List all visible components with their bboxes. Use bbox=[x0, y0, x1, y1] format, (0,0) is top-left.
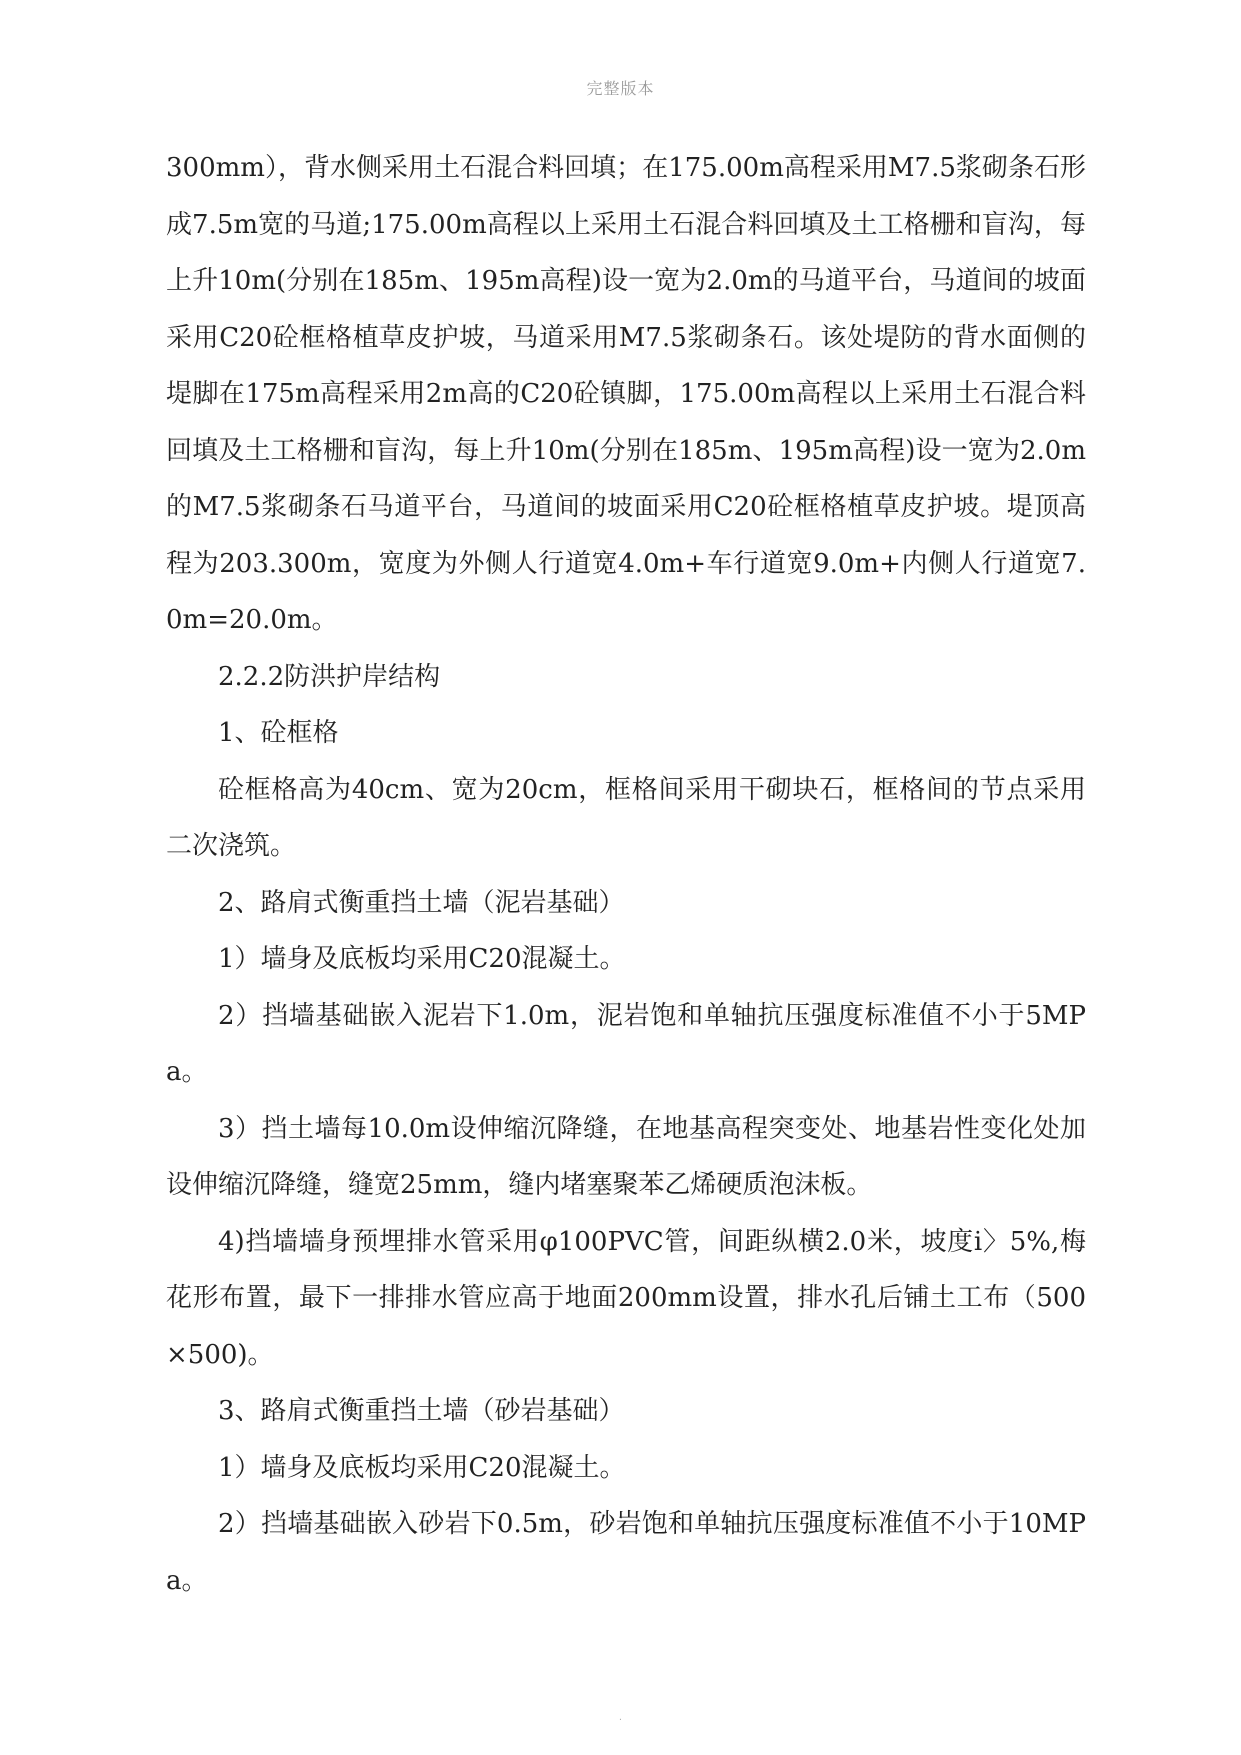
list-item: 2）挡墙基础嵌入砂岩下0.5m，砂岩饱和单轴抗压强度标准值不小于10MPa。 bbox=[166, 1509, 1086, 1596]
section-heading: 2.2.2防洪护岸结构 bbox=[218, 661, 441, 692]
list-item: 4)挡墙墙身预埋排水管采用φ100PVC管，间距纵横2.0米，坡度i〉5%,梅花形布置，最下一排排水管应高于地面200mm设置，排水孔后铺土工布（500×500)。 bbox=[166, 1226, 1086, 1370]
list-item: 3）挡土墙每10.0m设伸缩沉降缝，在地基高程突变处、地基岩性变化处加设伸缩沉降缝，缝宽25mm，缝内堵塞聚苯乙烯硬质泡沫板。 bbox=[166, 1113, 1086, 1200]
page-footer-mark: . bbox=[618, 1712, 623, 1723]
paragraph-continuation: 300mm），背水侧采用土石混合料回填；在175.00m高程采用M7.5浆砌条石形成7.5m宽的马道;175.00m高程以上采用土石混合料回填及土工格栅和盲沟，每上升10m(分别在185m、195m高程)设一宽为2.0m的马道平台，马道间的坡面采用C20砼框格植草皮护坡，马道采用M7.5浆砌条石。该处堤防的背水面侧的堤脚在175m高程采用2m高的C20砼镇脚，175.00m高程以上采用土石混合料回填及土工格栅和盲沟，每上升10m(分别在185m、195m高程)设一宽为2.0m的M7.5浆砌条石马道平台，马道间的坡面采用C20砼框格植草皮护坡。堤顶高程为203.300m，宽度为外侧人行道宽4.0m+车行道宽9.0m+内侧人行道宽7.0m=20.0m。 bbox=[166, 153, 1086, 635]
subsection-heading: 3、路肩式衡重挡土墙（砂岩基础） bbox=[218, 1396, 625, 1426]
list-item: 1）墙身及底板均采用C20混凝土。 bbox=[218, 944, 626, 974]
subsection-heading: 1、砼框格 bbox=[218, 718, 339, 748]
subsection-heading: 2、路肩式衡重挡土墙（泥岩基础） bbox=[218, 887, 625, 918]
page-header: 完整版本 bbox=[586, 79, 655, 98]
paragraph: 砼框格高为40cm、宽为20cm，框格间采用干砌块石，框格间的节点采用二次浇筑。 bbox=[166, 774, 1086, 861]
list-item: 1）墙身及底板均采用C20混凝土。 bbox=[218, 1452, 626, 1483]
list-item: 2）挡墙基础嵌入泥岩下1.0m，泥岩饱和单轴抗压强度标准值不小于5MPa。 bbox=[166, 1000, 1086, 1087]
document-body bbox=[166, 140, 1086, 1609]
